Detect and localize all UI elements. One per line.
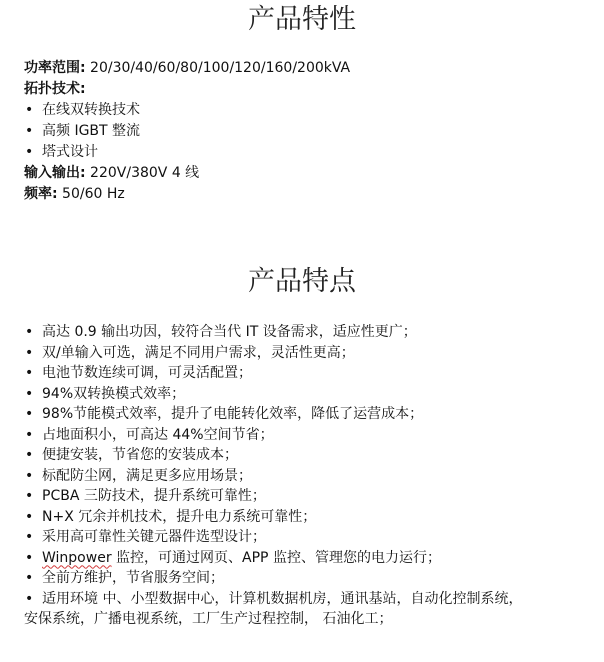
bullet-mark: • [25, 144, 34, 160]
bullet-mark: • [25, 447, 34, 463]
features-list [24, 322, 596, 630]
winpower-brand: Winpower [42, 549, 112, 566]
bullet-mark: • [25, 365, 34, 381]
list-item [24, 343, 596, 364]
frequency-label: 频率: [24, 186, 58, 202]
topology-item [24, 121, 584, 142]
list-item [24, 486, 596, 507]
specs-title: 产品特性 [248, 4, 356, 35]
frequency-line [24, 184, 584, 205]
frequency-value: 50/60 Hz [57, 186, 125, 202]
feature-text: 标配防尘网，满足更多应用场景； [42, 467, 252, 484]
list-item [24, 384, 596, 405]
winpower-rest: 监控，可通过网页、APP 监控、管理您的电力运行； [111, 549, 441, 566]
power-range-value: 20/30/40/60/80/100/120/160/200kVA [85, 60, 351, 76]
power-range-line [24, 58, 584, 79]
list-item [24, 363, 596, 384]
bullet-mark: • [25, 570, 34, 586]
bullet-mark: • [25, 385, 34, 402]
bullet-mark: • [25, 549, 34, 566]
feature-text: PCBA 三防技术，提升系统可靠性； [42, 488, 266, 504]
list-item [24, 527, 596, 548]
feature-text: 电池节数连续可调，可灵活配置； [42, 365, 252, 381]
feature-text: 便捷安装，节省您的安装成本； [42, 447, 238, 463]
topology-item [24, 100, 584, 121]
bullet-mark: • [25, 406, 34, 422]
power-range-label: 功率范围: [24, 60, 86, 76]
bullet-mark: • [25, 344, 34, 361]
feature-text [42, 548, 596, 569]
feature-text: 高达 0.9 输出功因，较符合当代 IT 设备需求，适应性更广； [42, 324, 417, 340]
io-label: 输入输出: [24, 165, 86, 181]
list-item [24, 589, 596, 610]
list-item [24, 507, 596, 528]
list-item [24, 425, 596, 446]
feature-text: N+X 冗余并机技术，提升电力系统可靠性； [42, 508, 317, 525]
bullet-mark: • [25, 123, 34, 139]
feature-text: 占地面积小，可高达 44%空间节省； [42, 426, 274, 443]
list-item [24, 404, 596, 425]
bullet-mark: • [25, 508, 34, 525]
list-item [24, 322, 596, 343]
bullet-mark: • [25, 102, 34, 118]
feature-text: 适用环境 中、小型数据中心，计算机数据机房，通讯基站，自动化控制系统， [42, 590, 523, 607]
topology-item-text: 高频 IGBT 整流 [42, 123, 141, 139]
bullet-mark: • [25, 529, 34, 545]
topology-item-text: 在线双转换技术 [42, 102, 140, 118]
topology-item-text: 塔式设计 [42, 144, 98, 160]
list-item [24, 466, 596, 487]
bullet-mark: • [25, 590, 34, 607]
feature-text: 94%双转换模式效率； [42, 385, 186, 402]
bullet-mark: • [25, 488, 34, 504]
feature-text-continuation: 安保系统，广播电视系统，工厂生产过程控制， 石油化工； [24, 611, 393, 627]
bullet-mark: • [25, 467, 34, 484]
features-title: 产品特点 [248, 266, 356, 297]
specs-block [24, 58, 584, 205]
bullet-mark: • [25, 324, 34, 340]
topology-line [24, 79, 584, 100]
topology-item [24, 142, 584, 163]
feature-text: 全前方维护，节省服务空间； [42, 570, 224, 586]
io-line [24, 163, 584, 184]
feature-text: 双/单输入可选，满足不同用户需求，灵活性更高； [42, 344, 355, 361]
topology-label: 拓扑技术: [24, 81, 86, 97]
bullet-mark: • [25, 426, 34, 443]
list-item [24, 568, 596, 589]
feature-text: 采用高可靠性关键元器件选型设计； [42, 529, 266, 545]
list-item [24, 548, 596, 569]
list-item [24, 445, 596, 466]
io-value: 220V/380V 4 线 [85, 165, 200, 181]
feature-text: 98%节能模式效率，提升了电能转化效率，降低了运营成本； [42, 406, 424, 422]
